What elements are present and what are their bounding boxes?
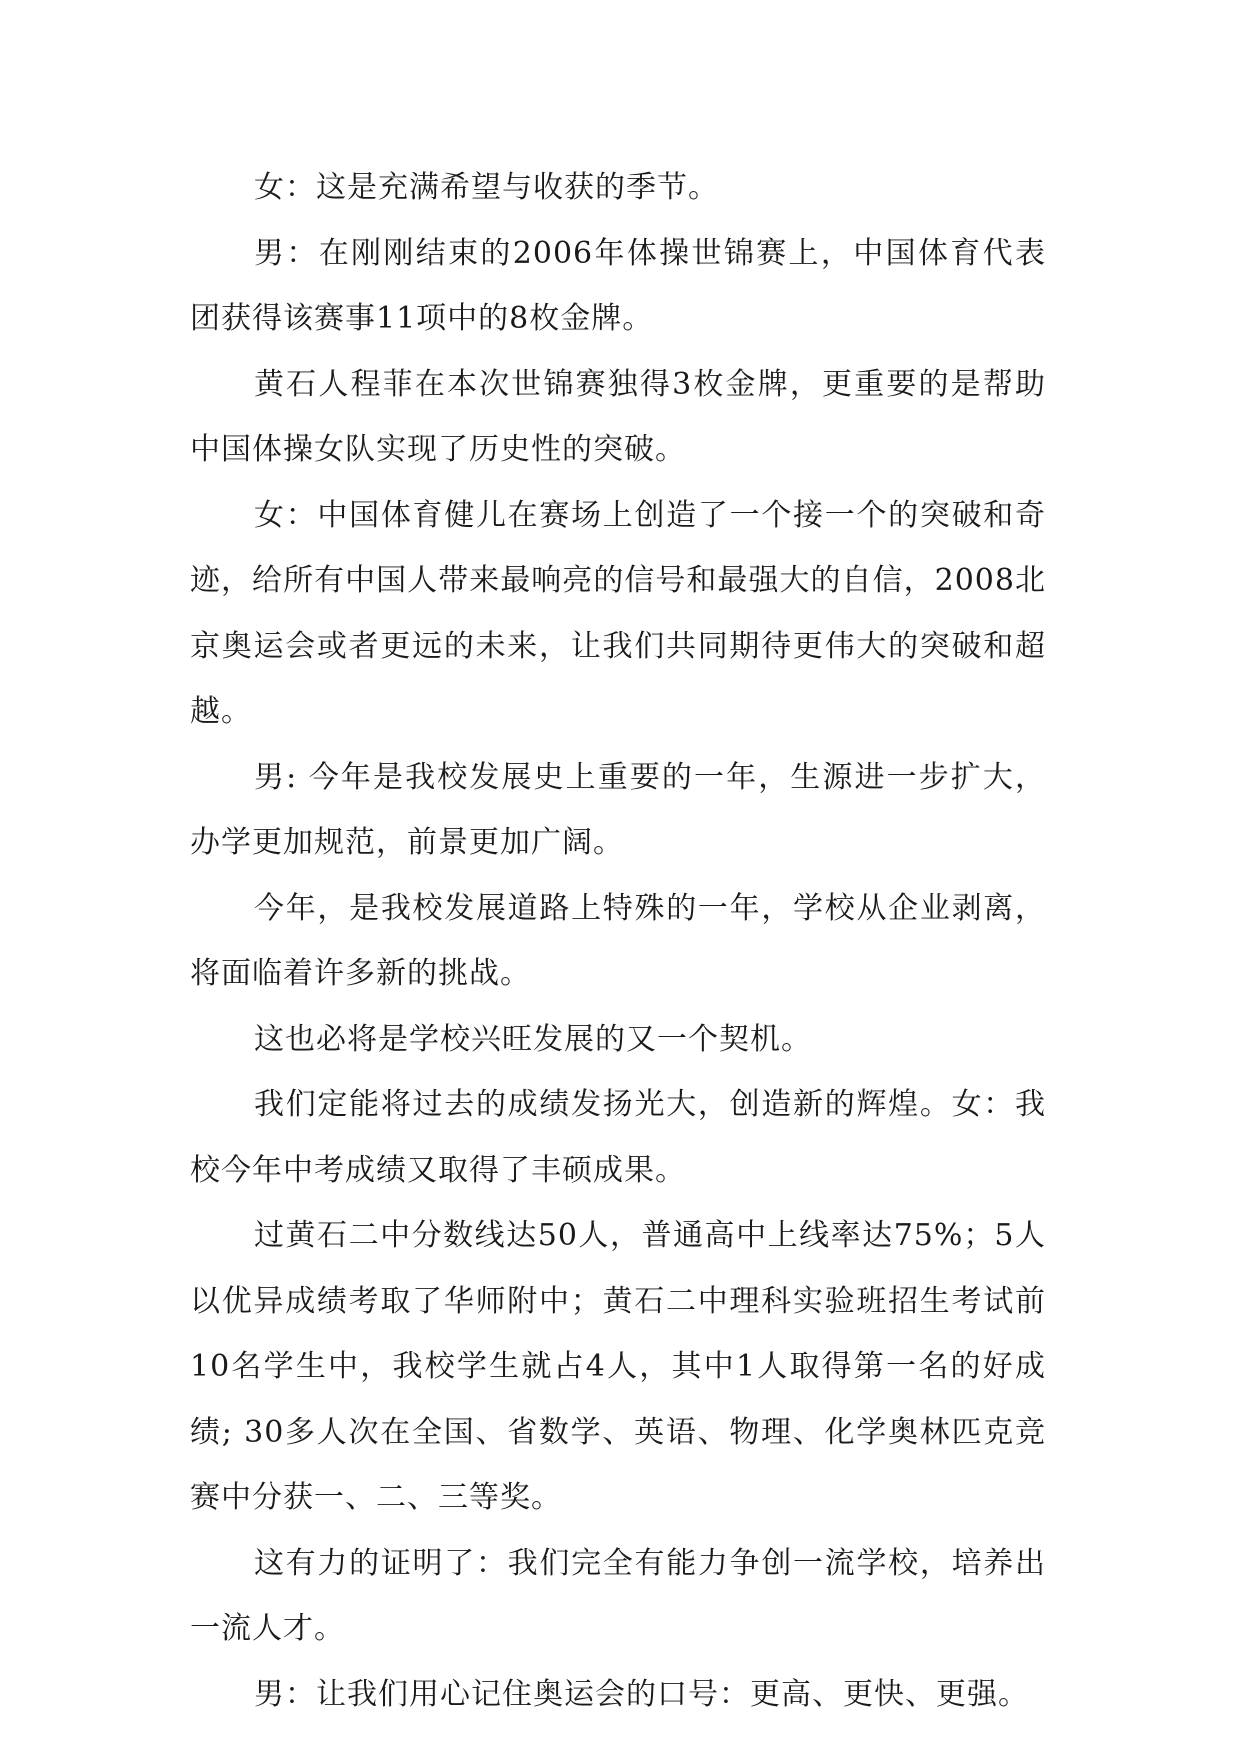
document-body [190, 155, 1046, 1727]
paragraph-3: 黄石人程菲在本次世锦赛独得3枚金牌，更重要的是帮助中国体操女队实现了历史性的突破。 [190, 366, 1046, 467]
paragraph-6: 今年，是我校发展道路上特殊的一年，学校从企业剥离，将面临着许多新的挑战。 [190, 890, 1046, 991]
paragraph-5: 男: 今年是我校发展史上重要的一年，生源进一步扩大，办学更加规范，前景更加广阔。 [190, 759, 1046, 860]
paragraph-10: 这有力的证明了：我们完全有能力争创一流学校，培养出一流人才。 [190, 1545, 1046, 1646]
paragraph-8: 我们定能将过去的成绩发扬光大，创造新的辉煌。女：我校今年中考成绩又取得了丰硕成果。 [190, 1087, 1046, 1188]
paragraph-7: 这也必将是学校兴旺发展的又一个契机。 [254, 1021, 812, 1057]
paragraph-11: 男：让我们用心记住奥运会的口号：更高、更快、更强。 [254, 1676, 1029, 1712]
paragraph-4: 女：中国体育健儿在赛场上创造了一个接一个的突破和奇迹，给所有中国人带来最响亮的信号和最强大的自信，2008北京奥运会或者更远的未来，让我们共同期待更伟大的突破和超越。 [190, 497, 1046, 729]
paragraph-9: 过黄石二中分数线达50人，普通高中上线率达75%；5人以优异成绩考取了华师附中；黄石二中理科实验班招生考试前10名学生中，我校学生就占4人，其中1人取得第一名的好成绩; 30多人次在全国、省数学、英语、物理、化学奥林匹克竞赛中分获一、二、三等奖。 [190, 1218, 1046, 1515]
paragraph-1: 女：这是充满希望与收获的季节。 [254, 170, 719, 205]
paragraph-2: 男：在刚刚结束的2006年体操世锦赛上，中国体育代表团获得该赛事11项中的8枚金牌。 [190, 235, 1046, 336]
